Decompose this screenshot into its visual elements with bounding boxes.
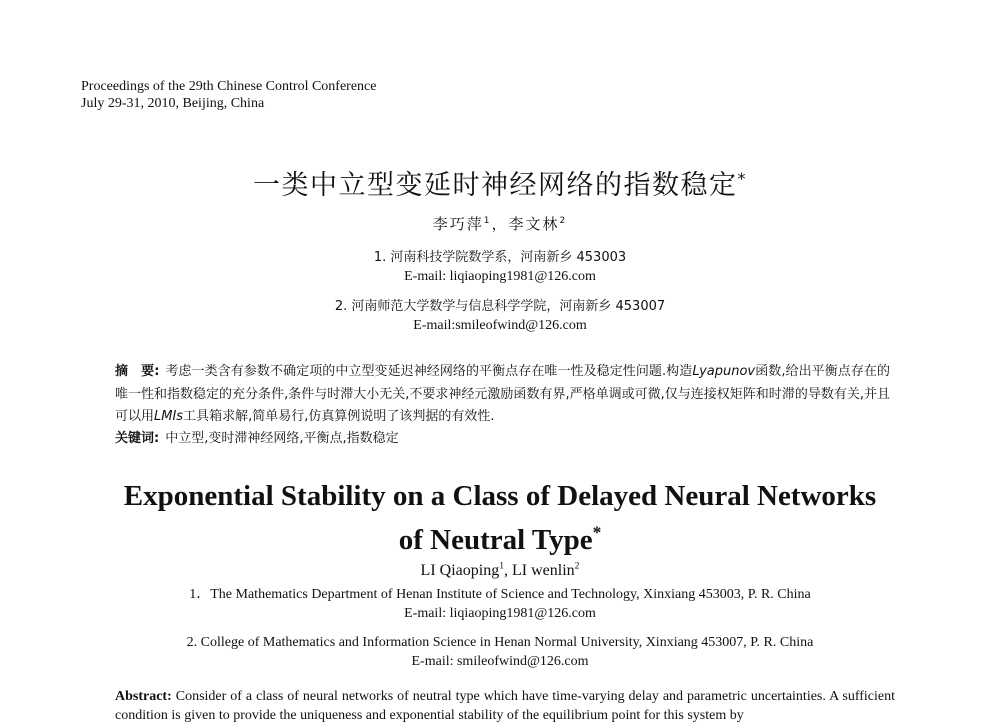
english-affiliation-2-email: E-mail: smileofwind@126.com <box>411 654 589 669</box>
english-affiliation-2-text: 2. College of Mathematics and Information Science in Henan Normal University, Xinxiang 453007, P. R. China <box>186 635 814 650</box>
chinese-affiliation-1 <box>0 248 1000 286</box>
english-abstract-label: Abstract: <box>115 689 172 704</box>
chinese-author-1-affiliation: 1 <box>483 216 492 226</box>
chinese-keywords <box>115 427 399 446</box>
chinese-abstract-part-1: 考虑一类含有参数不确定项的中立型变延迟神经网络的平衡点存在唯一性及稳定性问题.构造 <box>165 364 693 379</box>
chinese-author-2-affiliation: 2 <box>559 216 568 226</box>
english-author-separator: , <box>504 562 512 579</box>
chinese-abstract <box>115 361 890 429</box>
chinese-authors <box>0 213 1000 234</box>
english-affiliation-1-text: 1．The Mathematics Department of Henan Institute of Science and Technology, Xinxiang 453003, P. R. China <box>189 587 811 602</box>
english-title <box>0 474 1000 562</box>
chinese-affiliation-2-email: E-mail:smileofwind@126.com <box>413 318 587 333</box>
chinese-abstract-term-lmis: LMIs <box>154 409 184 424</box>
chinese-affiliation-2 <box>0 297 1000 335</box>
chinese-affiliation-2-text: 2. 河南师范大学数学与信息科学学院，河南新乡 453007 <box>334 299 666 314</box>
chinese-abstract-label: 摘 要: <box>115 364 160 379</box>
conference-name: Proceedings of the 29th Chinese Control Conference <box>81 79 377 94</box>
chinese-keywords-label: 关键词: <box>115 431 160 446</box>
chinese-abstract-part-3: 工具箱求解,简单易行,仿真算例说明了该判据的有效性. <box>183 409 495 424</box>
conference-date-location: July 29-31, 2010, Beijing, China <box>81 96 265 111</box>
chinese-abstract-term-lyapunov: Lyapunov <box>692 364 756 379</box>
english-abstract-text: Consider of a class of neural networks of neutral type which have time-varying delay and parametric uncertainties. A sufficient condition is given to provide the uniqueness and exponential stability of the equilibrium point for this system by <box>115 689 895 723</box>
english-author-1: LI Qiaoping <box>420 562 500 579</box>
chinese-affiliation-1-text: 1. 河南科技学院数学系，河南新乡 453003 <box>373 250 627 265</box>
chinese-title-text: 一类中立型变延时神经网络的指数稳定 <box>252 170 738 201</box>
chinese-author-1: 李巧萍 <box>432 215 484 233</box>
english-authors <box>0 562 1000 580</box>
english-abstract <box>115 687 895 725</box>
chinese-author-2: 李文林 <box>508 215 560 233</box>
english-title-line-2: of Neutral Type <box>398 524 593 556</box>
english-affiliation-1 <box>0 585 1000 623</box>
chinese-abstract-part-2: 函数,给出平衡点存在的唯一性和指数稳定的充分条件,条件与时滞大小无关,不要求神经元激励函数有界,严格单调或可微,仅与连接权矩阵和时滞的导数有关,并且可以用 <box>115 364 890 424</box>
chinese-title-footnote-mark: * <box>737 169 748 188</box>
chinese-author-separator: ， <box>491 215 509 233</box>
english-title-footnote-mark: * <box>592 522 602 543</box>
english-author-2-affiliation: 2 <box>574 560 580 572</box>
english-title-line-1: Exponential Stability on a Class of Delayed Neural Networks <box>123 480 877 512</box>
chinese-keywords-text: 中立型,变时滞神经网络,平衡点,指数稳定 <box>165 431 399 446</box>
english-affiliation-2 <box>0 633 1000 671</box>
english-title-line-2-wrap <box>0 518 1000 562</box>
english-affiliation-1-email: E-mail: liqiaoping1981@126.com <box>404 606 596 621</box>
english-author-2: LI wenlin <box>512 562 575 579</box>
conference-header <box>81 78 376 112</box>
chinese-affiliation-1-email: E-mail: liqiaoping1981@126.com <box>404 269 596 284</box>
chinese-title <box>0 163 1000 202</box>
english-author-1-affiliation: 1 <box>499 560 504 572</box>
